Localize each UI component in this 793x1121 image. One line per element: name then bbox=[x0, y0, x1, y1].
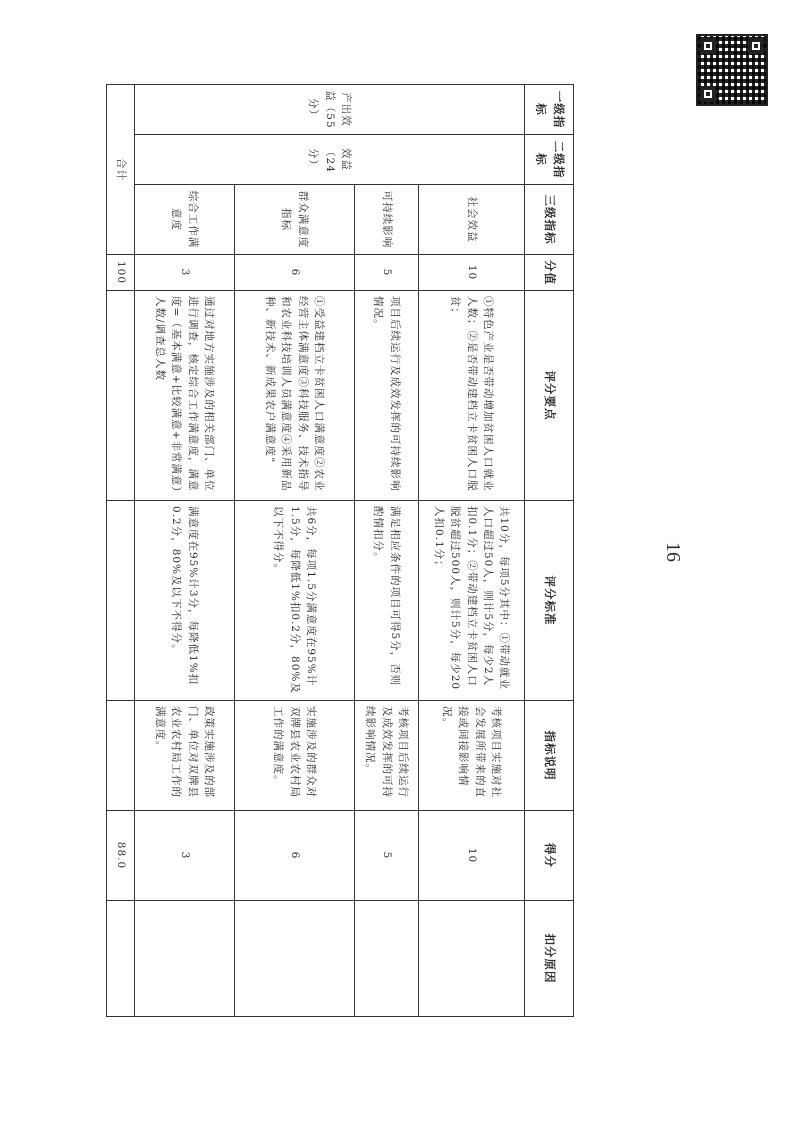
standard-cell: 满意度在95%计3分，每降低1%扣0.2分，80%及以下不得分。 bbox=[135, 501, 235, 701]
deduction-cell bbox=[135, 901, 235, 1017]
page-number: 16 bbox=[662, 542, 684, 562]
score-cell: 6 bbox=[235, 811, 355, 901]
total-empty-cell bbox=[107, 701, 135, 811]
points-cell: ①受益建档立卡贫困人口满意度②农业经营主体满意度③科技服务、技术指导和农业科技培训人员满意度④采用新品种、新技术、新成果农户满意度” bbox=[235, 291, 355, 501]
level1-cell: 产出效益（55分） bbox=[135, 85, 525, 135]
header-level1: 一级指标 bbox=[525, 85, 574, 135]
evaluation-table-container bbox=[114, 84, 574, 1016]
score-value-cell: 5 bbox=[355, 255, 419, 291]
total-empty-cell bbox=[107, 501, 135, 701]
qr-code bbox=[696, 34, 768, 106]
score-value-cell: 3 bbox=[135, 255, 235, 291]
total-value: 100 bbox=[107, 255, 135, 291]
score-value-cell: 10 bbox=[419, 255, 525, 291]
header-score: 得分 bbox=[525, 811, 574, 901]
table-row bbox=[135, 85, 235, 1017]
header-score-value: 分值 bbox=[525, 255, 574, 291]
qr-finder-pattern bbox=[700, 38, 716, 54]
standard-cell: 共6分，每项1.5分满意度在95%计1.5分，每降低1%扣0.2分，80%及以下不得分。 bbox=[235, 501, 355, 701]
score-cell: 10 bbox=[419, 811, 525, 901]
header-explanation: 指标说明 bbox=[525, 701, 574, 811]
points-cell: ①特色产业是否带动增加贫困人口就业人数；②是否带动建档立卡贫困人口脱贫； bbox=[419, 291, 525, 501]
evaluation-table bbox=[106, 84, 574, 1017]
total-score: 88.0 bbox=[107, 811, 135, 901]
level3-cell: 群众满意度指标 bbox=[235, 185, 355, 255]
score-cell: 5 bbox=[355, 811, 419, 901]
total-empty-cell bbox=[107, 291, 135, 501]
level2-cell: 效益（24分） bbox=[135, 135, 525, 185]
header-standard: 评分标准 bbox=[525, 501, 574, 701]
total-label: 合计 bbox=[107, 85, 135, 255]
table-row bbox=[419, 85, 525, 1017]
score-value-cell: 6 bbox=[235, 255, 355, 291]
deduction-cell bbox=[355, 901, 419, 1017]
table-header-row bbox=[525, 85, 574, 1017]
points-cell: 项目后续运行及成效发挥的可持续影响情况。 bbox=[355, 291, 419, 501]
standard-cell: 共10分，每项5分其中：①带动就业人口超过50人，则计5分，每少2人扣0.1分；②带动建档立卡贫困人口脱贫超过500人，则计5分，每少20人扣0.1分； bbox=[419, 501, 525, 701]
header-deduction: 扣分原因 bbox=[525, 901, 574, 1017]
deduction-cell bbox=[419, 901, 525, 1017]
deduction-cell bbox=[235, 901, 355, 1017]
level3-cell: 社会效益 bbox=[419, 185, 525, 255]
explanation-cell: 政策实施涉及的部门、单位对双牌县农业农村局工作的满意度。 bbox=[135, 701, 235, 811]
qr-finder-pattern bbox=[700, 86, 716, 102]
header-points: 评分要点 bbox=[525, 291, 574, 501]
level3-cell: 可持续影响 bbox=[355, 185, 419, 255]
standard-cell: 满足相应条件的项目可得5分，否则酌情扣分。 bbox=[355, 501, 419, 701]
total-empty-cell bbox=[107, 901, 135, 1017]
table-row bbox=[355, 85, 419, 1017]
header-level3: 三级指标 bbox=[525, 185, 574, 255]
level3-cell: 综合工作满意度 bbox=[135, 185, 235, 255]
explanation-cell: 实施涉及的群众对双牌县农业农村局工作的满意度。 bbox=[235, 701, 355, 811]
table-row bbox=[235, 85, 355, 1017]
total-row bbox=[107, 85, 135, 1017]
explanation-cell: 考核项目实施对社会发展所带来的直接或间接影响情况。 bbox=[419, 701, 525, 811]
points-cell: 通过对地方实施涉及的相关部门、单位进行调查，核定综合工作满意度，满意度=（基本满意+比较满意+非常满意）人数/调查总人数 bbox=[135, 291, 235, 501]
header-level2: 二级指标 bbox=[525, 135, 574, 185]
explanation-cell: 考核项目后续运行及成效发挥的可持续影响情况。 bbox=[355, 701, 419, 811]
score-cell: 3 bbox=[135, 811, 235, 901]
qr-finder-pattern bbox=[748, 38, 764, 54]
